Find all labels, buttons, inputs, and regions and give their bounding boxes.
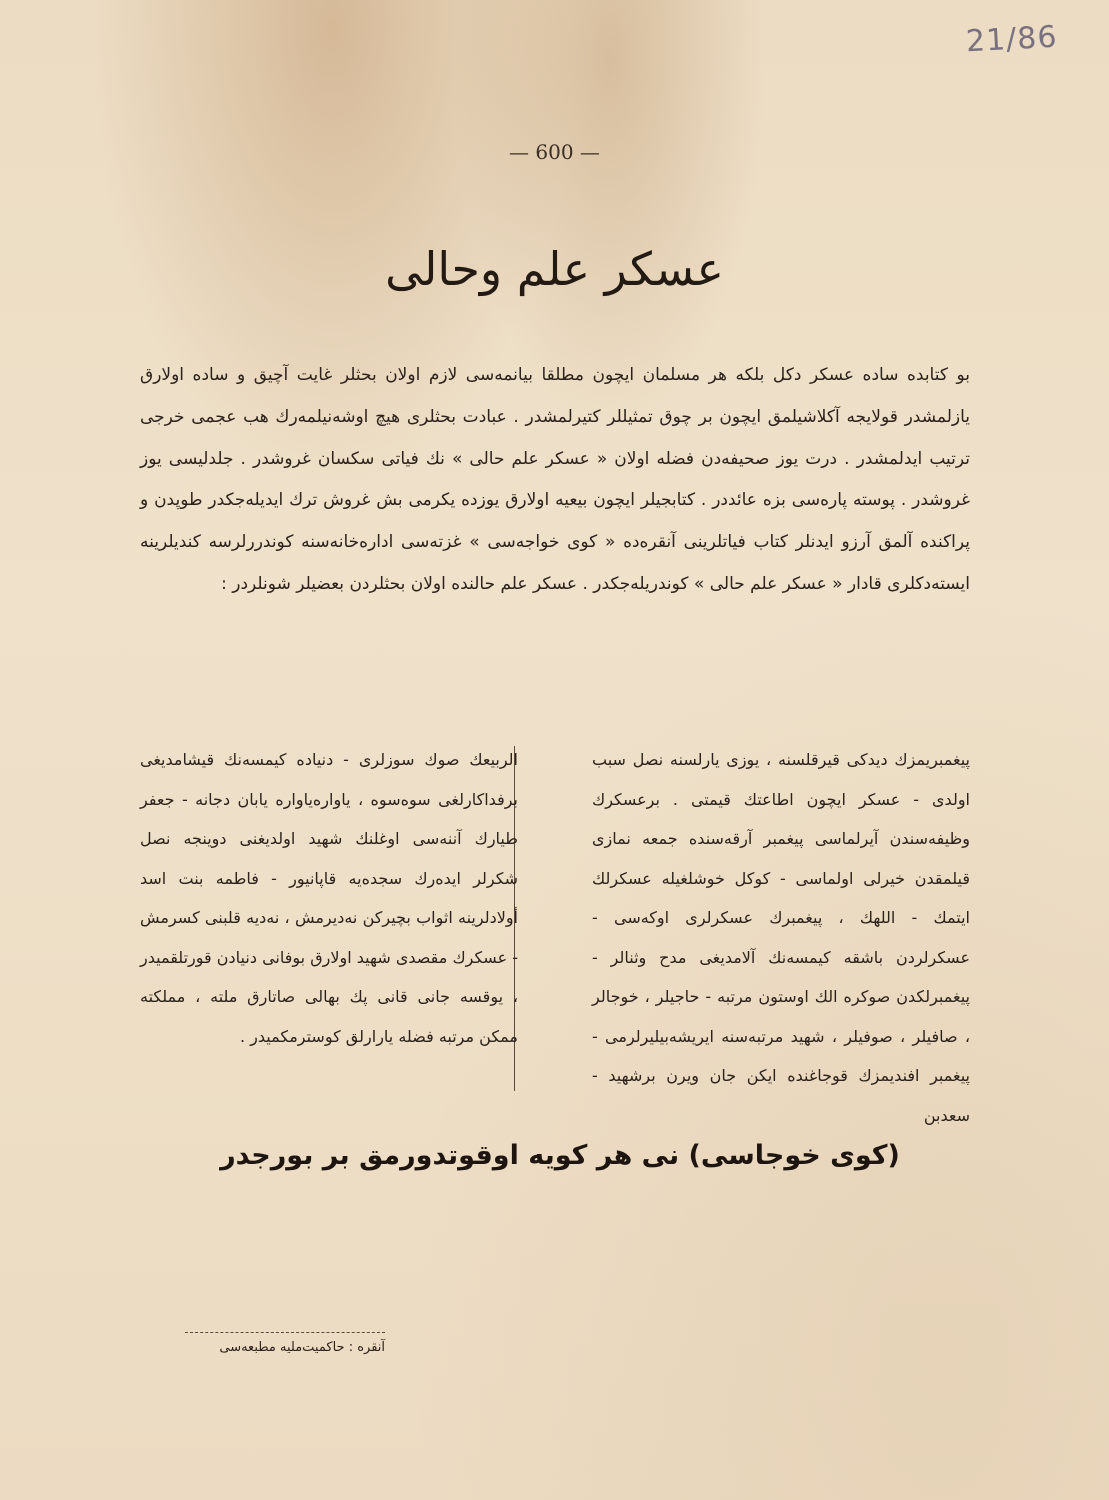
imprint: آنقره : حاكميت‌مليه مطبعه‌سى (219, 1340, 385, 1355)
column-right: پيغمبريمزك ديدكى قيرقلسنه ، يوزى يارلسنه نصل سبب اولدى - عسكر ايچون اطاعتك قيمتى . برعسكرك وظيفه‌سندن آيرلماسى پيغمبر آرقه‌سنده جمعه نمازى قيلمقدن خيرلى اولماسى - كوكل خوشلغيله عسكرلك ايتمك - اللهك ، پيغمبرك عسكرلرى اوكه‌سى - عسكرلردن باشقه كيمسه‌نك آلامديغى مدح وثنالر - پيغمبرلكدن صوكره الك اوستون مرتبه - حاجيلر ، خوجالر ، صافيلر ، صوفيلر ، شهيد مرتبه‌سنه ايريشه‌بيليرلرمى - پيغمبر افنديمزك قوجاغنده ايكن جان ويرن برشهيد - سعدبن (592, 750, 970, 1125)
page-title: عسكر علم وحالى (385, 242, 724, 296)
imprint-divider (185, 1332, 385, 1333)
page-number: — 600 — (509, 140, 600, 164)
two-column-section (140, 740, 970, 1125)
slogan: (كوى خوجاسى) نى هر كويه اوقوتدورمق بر بورجدر (220, 1140, 900, 1171)
archive-number: 21/86 (964, 19, 1058, 60)
column-left: الربيعك صوك سوزلرى - دنياده كيمسه‌نك قيشامديغى برفداكارلغى سوه‌سوه ، ياواره‌ياواره يابان دجانه - جعفر طيارك آننه‌سى اوغلنك شهيد اولديغنى دوينجه نصل شكرلر ايده‌رك سجده‌يه قاپانيور - فاطمه بنت اسد أولادلرينه اثواب بچيركن نه‌ديرمش ، نه‌ديه قلبنى كسرمش - عسكرك مقصدى شهيد اولارق بوفانى دنيادن قورتلقميدر ، يوقسه جانى قانى پك بهالى صاتارق ملته ، مملكته ممكن مرتبه فضله يارارلق كوسترمكميدر . (140, 750, 518, 1046)
intro-paragraph (140, 355, 970, 606)
intro-text: بو كتابده ساده عسكر دكل بلكه هر مسلمان ايچون مطلقا بيانمه‌سى لازم اولان بحثلر غايت آچيق و ساده اولارق يازلمشدر قولايجه آكلاشيلمق ايچون بر چوق تمثيللر كتيرلمشدر . عبادت بحثلرى هيچ اوشه‌نيلمه‌رك هب عجمى خرجى ترتيب ايدلمشدر . درت يوز صحيفه‌دن فضله اولان « عسكر علم حالى » نك فياتى سكسان غروشدر . جلدليسى يوز غروشدر . پوسته پاره‌سى بزه عائددر . كتابجيلر ايچون بيعيه اولارق يوزده يكرمى بش غروش ترك ايديله‌جكدر طوپدن و پراكنده آلمق آرزو ايدنلر كتاب فياتلرينى آنقره‌ده « كوى خواجه‌سى » غزته‌سى اداره‌خانه‌سنه كوندررلرسه كنديلرينه ايسته‌دكلرى قادار « عسكر علم حالى » كوندريله‌جكدر . عسكر علم حالنده اولان بحثلردن بعضيلر شونلردر : (140, 365, 970, 594)
